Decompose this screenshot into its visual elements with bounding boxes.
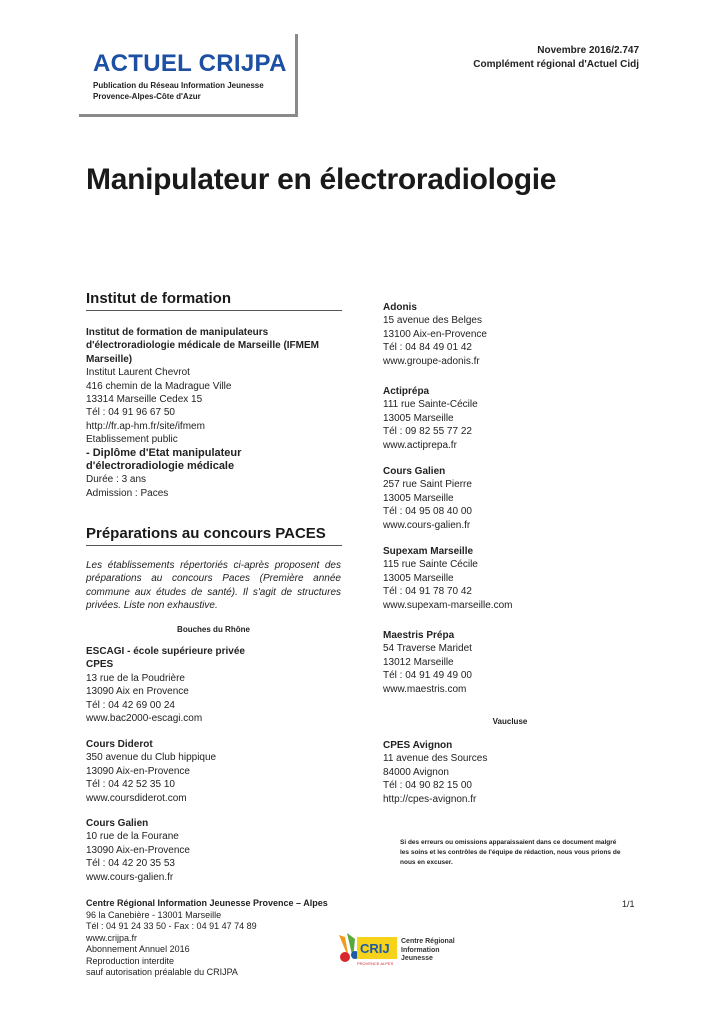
footer-link[interactable]: www.crijpa.fr	[86, 932, 138, 943]
preparations-section	[86, 525, 342, 546]
logo-text: Centre Régional Information Jeunesse	[401, 938, 455, 962]
entry-link[interactable]: www.groupe-adonis.fr	[383, 355, 480, 367]
entry-link[interactable]: www.coursdiderot.com	[86, 792, 187, 804]
region-label-vaucluse: Vaucluse	[492, 717, 528, 726]
list-item: Cours Diderot 350 avenue du Club hippique 13090 Aix-en-Provence Tél : 04 42 52 35 10 www.coursdiderot.com	[86, 739, 217, 804]
list-item: Actiprépa 111 rue Sainte-Cécile 13005 Marseille Tél : 09 82 55 77 22 www.actiprepa.fr	[383, 386, 478, 451]
entry-link[interactable]: www.supexam-marseille.com	[383, 599, 513, 611]
entry-link[interactable]: www.cours-galien.fr	[383, 519, 471, 531]
list-item: ESCAGI - école supérieure privée CPES 13 rue de la Poudrière 13090 Aix en Provence Tél : 04 42 69 00 24 www.bac2000-escagi.com	[86, 646, 245, 725]
issue-info	[473, 44, 639, 72]
list-item: Cours Galien 257 rue Saint Pierre 13005 Marseille Tél : 04 95 08 40 00 www.cours-galien.fr	[383, 466, 472, 531]
section-heading-institut: Institut de formation	[86, 290, 342, 311]
logo-mark: CRIJ	[360, 941, 390, 956]
footer-org: Centre Régional Information Jeunesse Provence – Alpes	[86, 898, 328, 908]
brand-title: ACTUEL CRIJPA	[93, 50, 287, 77]
brand-subtitle: Publication du Réseau Information Jeunesse Provence-Alpes-Côte d'Azur	[93, 81, 264, 101]
section-heading-preparations: Préparations au concours PACES	[86, 525, 342, 546]
issue-date: Novembre 2016/2.747	[537, 45, 639, 56]
institut-entry: Institut de formation de manipulateurs d'électroradiologie médicale de Marseille (IFMEM Marseille) Institut Laurent Chevrot 416 chemin de la Madrague Ville 13314 Marseille Cedex 15 Tél : 04 91 96 67 50 http://fr.ap-hm.fr/site/ifmem Etablissement public - Diplôme d'Etat manipulateur d'électroradiologie médicale Durée : 3 ans Admission : Paces	[86, 327, 319, 499]
logo-region: PROVENCE ALPES	[357, 961, 394, 966]
page-number: 1/1	[622, 899, 635, 909]
disclaimer-note: Si des erreurs ou omissions apparaissaient dans ce document malgré les soins et les contrôles de l'équipe de rédaction, nous vous prions de nous en excuser.	[400, 839, 621, 866]
entry-link[interactable]: www.maestris.com	[383, 683, 467, 695]
list-item: Supexam Marseille 115 rue Sainte Cécile 13005 Marseille Tél : 04 91 78 70 42 www.supexam-marseille.com	[383, 546, 513, 611]
region-label-bdr: Bouches du Rhône	[177, 625, 250, 634]
issue-complement: Complément régional d'Actuel Cidj	[473, 59, 639, 70]
entry-link[interactable]: www.bac2000-escagi.com	[86, 713, 203, 725]
page-title: Manipulateur en électroradiologie	[86, 163, 557, 196]
entry-link[interactable]: www.cours-galien.fr	[86, 871, 174, 883]
list-item: CPES Avignon 11 avenue des Sources 84000 Avignon Tél : 04 90 82 15 00 http://cpes-avignon.fr	[383, 740, 488, 805]
list-item: Adonis 15 avenue des Belges 13100 Aix-en-Provence Tél : 04 84 49 01 42 www.groupe-adonis.fr	[383, 302, 487, 367]
institut-section	[86, 290, 342, 311]
list-item: Maestris Prépa 54 Traverse Maridet 13012 Marseille Tél : 04 91 49 49 00 www.maestris.com	[383, 630, 472, 695]
entry-link[interactable]: http://cpes-avignon.fr	[383, 793, 477, 805]
preparations-intro: Les établissements répertoriés ci-après proposent des préparations au concours Paces (Première année commune aux études de santé). Il s'agit de structures privées. Liste non exhaustive.	[86, 560, 341, 612]
list-item: Cours Galien 10 rue de la Fourane 13090 Aix-en-Provence Tél : 04 42 20 35 53 www.cours-galien.fr	[86, 818, 190, 883]
entry-link[interactable]: www.actiprepa.fr	[383, 439, 457, 451]
institut-link[interactable]: http://fr.ap-hm.fr/site/ifmem	[86, 420, 205, 432]
footer: Centre Régional Information Jeunesse Provence – Alpes 96 la Canebière - 13001 Marseille Tél : 04 91 24 33 50 - Fax : 04 91 47 74 89 www.crijpa.fr Abonnement Annuel 2016 Reproduction interdite sauf autorisation préalable du CRIJPA	[86, 898, 328, 977]
